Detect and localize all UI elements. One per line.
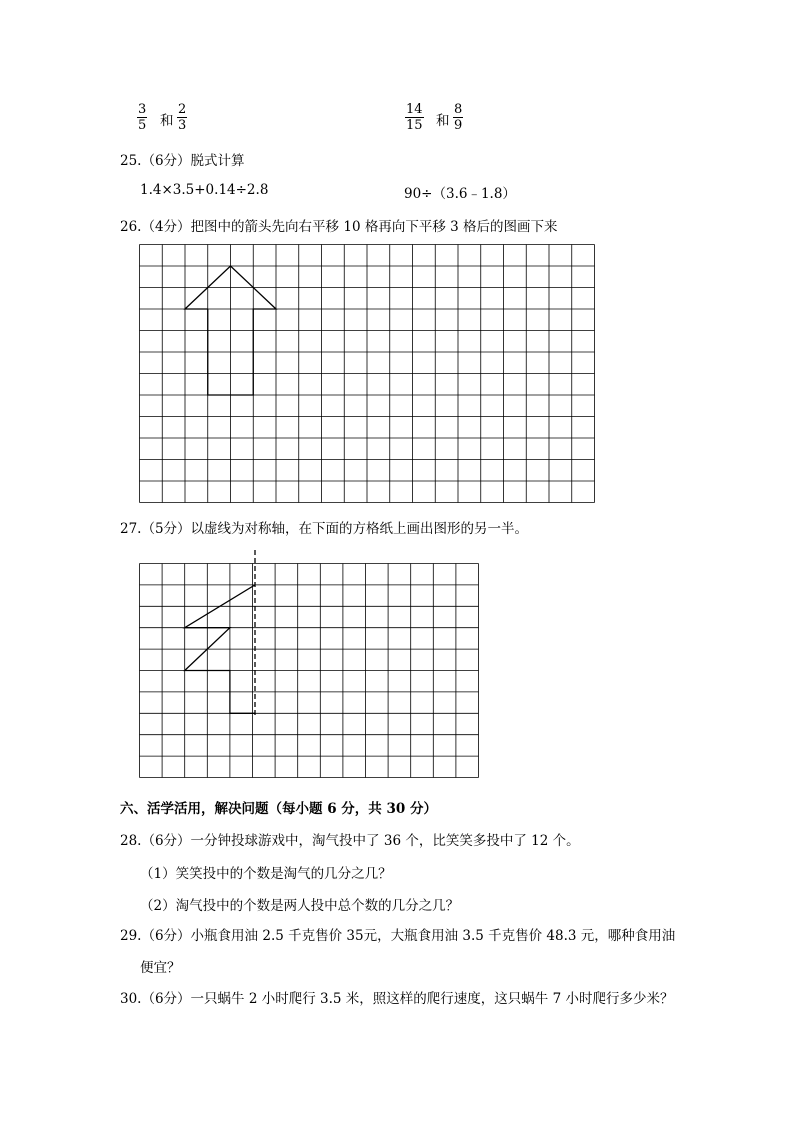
fraction-3-5 xyxy=(137,102,147,133)
q26-grid-figure xyxy=(139,244,599,506)
he-label: 和 xyxy=(436,113,450,129)
denominator: 5 xyxy=(138,118,147,133)
question-28-title: 28.（6分）一分钟投球游戏中，淘气投中了 36 个，比笑笑多投中了 12 个。 xyxy=(120,833,580,849)
denominator: 15 xyxy=(406,118,423,133)
q28-sub-question-2: （2）淘气投中的个数是两人投中总个数的几分之几？ xyxy=(140,898,460,914)
numerator: 14 xyxy=(406,102,423,117)
denominator: 9 xyxy=(454,118,463,133)
q25-expression-1: 1.4×3.5+0.14÷2.8 xyxy=(140,182,269,198)
denominator: 3 xyxy=(178,118,187,133)
he-label: 和 xyxy=(160,113,174,129)
question-29-line-2: 便宜？ xyxy=(140,960,181,976)
question-29-line-1: 29.（6分）小瓶食用油 2.5 千克售价 35元，大瓶食用油 3.5 千克售价 48.3 元，哪种食用油 xyxy=(120,928,676,944)
q25-expression-2: 90÷（3.6﹣1.8） xyxy=(404,186,516,202)
numerator: 2 xyxy=(178,102,187,117)
section-6-heading: 六、活学活用，解决问题（每小题 6 分，共 30 分） xyxy=(120,801,437,817)
question-25-title: 25.（6分）脱式计算 xyxy=(120,153,245,169)
numerator: 8 xyxy=(454,102,463,117)
q27-grid-figure xyxy=(139,550,484,782)
question-30-title: 30.（6分）一只蜗牛 2 小时爬行 3.5 米，照这样的爬行速度，这只蜗牛 7 小时爬行多少米？ xyxy=(120,991,674,1007)
numerator: 3 xyxy=(138,102,147,117)
fraction-2-3 xyxy=(177,102,187,133)
question-26-title: 26.（4分）把图中的箭头先向右平移 10 格再向下平移 3 格后的图画下来 xyxy=(120,219,558,235)
fraction-8-9 xyxy=(453,102,463,133)
question-27-title: 27.（5分）以虚线为对称轴，在下面的方格纸上画出图形的另一半。 xyxy=(120,521,529,537)
q28-sub-question-1: （1）笑笑投中的个数是淘气的几分之几？ xyxy=(140,866,392,882)
fraction-14-15 xyxy=(405,102,424,133)
